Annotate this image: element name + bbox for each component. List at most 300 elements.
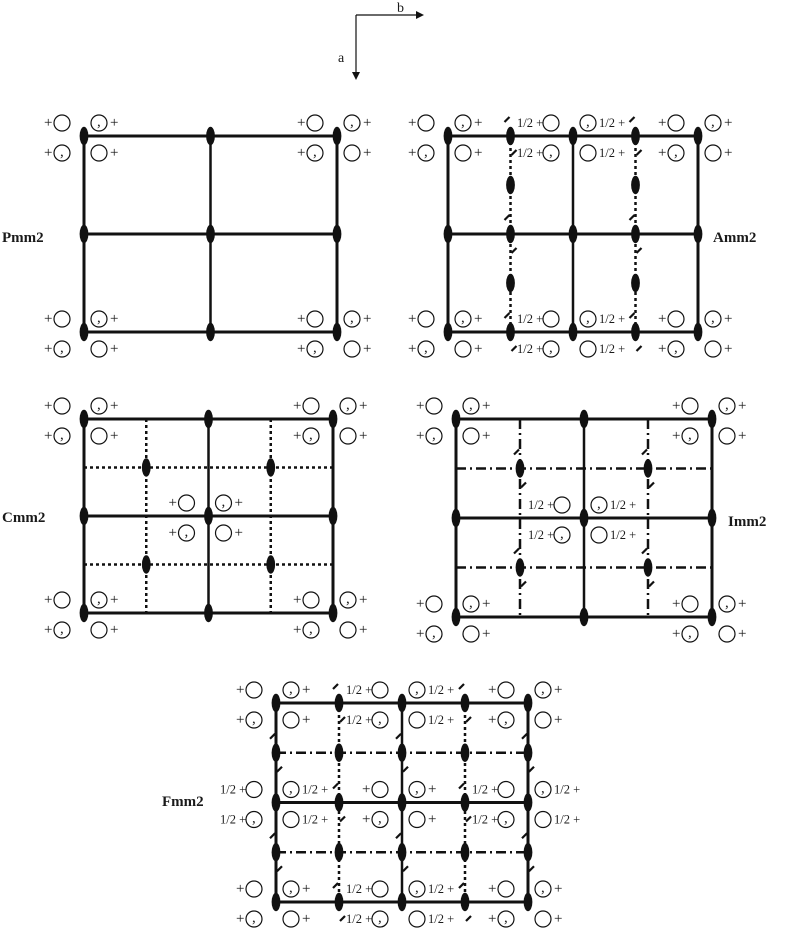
height-label: +: [297, 145, 306, 161]
circle-icon: [91, 341, 107, 357]
height-label: +: [110, 341, 119, 357]
height-label: +: [359, 398, 368, 414]
comma-mark: ,: [289, 681, 293, 697]
height-label: +: [297, 115, 306, 131]
comma-mark: ,: [252, 910, 256, 926]
height-label: +: [234, 525, 243, 541]
twofold-axis-icon: [524, 694, 533, 712]
comma-mark: ,: [560, 526, 564, 542]
height-label: +: [293, 398, 302, 414]
height-label: 1/2 +: [528, 498, 555, 512]
circle-icon: [535, 812, 551, 828]
height-label: +: [168, 525, 177, 541]
height-label: +: [44, 115, 53, 131]
circle-icon: [340, 622, 356, 638]
comma-mark: ,: [688, 427, 692, 443]
twofold-axis-icon: [524, 893, 533, 911]
panel-pmm2: [2, 114, 371, 357]
twofold-axis-icon: [335, 793, 344, 811]
panel-imm2: [416, 397, 766, 642]
twofold-axis-icon: [708, 608, 717, 626]
comma-mark: ,: [541, 681, 545, 697]
twofold-axis-icon: [444, 127, 453, 145]
circle-icon: [91, 145, 107, 161]
height-label: +: [658, 115, 667, 131]
twofold-axis-icon: [398, 893, 407, 911]
height-label: +: [488, 712, 497, 728]
twofold-axis-icon: [80, 225, 89, 243]
twofold-axis-icon: [142, 458, 151, 476]
comma-mark: ,: [549, 144, 553, 160]
circle-icon: [409, 911, 425, 927]
twofold-axis-icon: [142, 555, 151, 573]
circle-icon: [463, 428, 479, 444]
glide-flag-icon: [649, 582, 654, 587]
comma-mark: ,: [221, 494, 226, 510]
height-label: 1/2 +: [472, 812, 499, 827]
twofold-axis-icon: [272, 893, 281, 911]
height-label: 1/2 +: [428, 912, 455, 926]
comma-mark: ,: [60, 621, 64, 637]
glide-flag-icon: [466, 717, 471, 722]
comma-mark: ,: [711, 114, 715, 130]
height-label: +: [302, 682, 311, 698]
glide-flag-icon: [630, 215, 635, 220]
twofold-axis-icon: [506, 323, 515, 341]
circle-icon: [409, 712, 425, 728]
height-label: 1/2 +: [302, 782, 329, 797]
circle-icon: [418, 311, 434, 327]
circle-icon: [307, 115, 323, 131]
height-label: +: [724, 341, 733, 357]
glide-flag-icon: [396, 734, 401, 739]
comma-mark: ,: [313, 144, 317, 160]
height-label: +: [110, 622, 119, 638]
twofold-axis-icon: [461, 893, 470, 911]
height-label: +: [474, 311, 483, 327]
circle-icon: [719, 626, 735, 642]
glide-flag-icon: [637, 346, 642, 351]
twofold-axis-icon: [631, 176, 640, 194]
glide-flag-icon: [277, 767, 282, 772]
glide-flag-icon: [396, 833, 401, 838]
height-label: +: [658, 341, 667, 357]
height-label: +: [408, 311, 417, 327]
twofold-axis-icon: [333, 323, 342, 341]
height-label: +: [474, 115, 483, 131]
comma-mark: ,: [346, 591, 350, 607]
comma-mark: ,: [461, 114, 465, 130]
glide-flag-icon: [521, 582, 526, 587]
comma-mark: ,: [313, 340, 317, 356]
twofold-axis-icon: [524, 793, 533, 811]
height-label: 1/2 +: [472, 782, 499, 797]
comma-mark: ,: [415, 880, 419, 896]
circle-icon: [668, 311, 684, 327]
height-label: +: [554, 911, 563, 927]
circle-icon: [535, 911, 551, 927]
twofold-axis-icon: [398, 744, 407, 762]
height-label: +: [428, 811, 437, 828]
height-label: +: [359, 622, 368, 638]
height-label: 1/2 +: [517, 342, 544, 356]
height-label: +: [110, 428, 119, 444]
comma-mark: ,: [504, 910, 508, 926]
height-label: +: [408, 145, 417, 161]
twofold-axis-icon: [569, 127, 578, 145]
twofold-axis-icon: [444, 225, 453, 243]
height-label: +: [554, 881, 563, 897]
twofold-axis-icon: [398, 793, 407, 811]
height-label: +: [738, 596, 747, 612]
comma-mark: ,: [504, 711, 508, 727]
twofold-axis-icon: [708, 509, 717, 527]
height-label: +: [359, 592, 368, 608]
height-label: +: [482, 428, 491, 444]
comma-mark: ,: [252, 711, 256, 727]
circle-icon: [535, 712, 551, 728]
height-label: 1/2 +: [428, 683, 455, 697]
comma-mark: ,: [378, 711, 382, 727]
comma-mark: ,: [469, 595, 473, 611]
circle-icon: [580, 341, 596, 357]
comma-mark: ,: [289, 780, 293, 797]
panel-fmm2: [162, 681, 580, 927]
panel-cmm2: [2, 397, 367, 638]
twofold-axis-icon: [694, 127, 703, 145]
comma-mark: ,: [725, 397, 729, 413]
twofold-axis-icon: [516, 558, 525, 576]
twofold-axis-icon: [333, 127, 342, 145]
comma-mark: ,: [415, 681, 419, 697]
glide-flag-icon: [270, 833, 275, 838]
height-label: +: [363, 341, 372, 357]
circle-icon: [705, 145, 721, 161]
comma-mark: ,: [432, 625, 436, 641]
circle-icon: [340, 428, 356, 444]
height-label: 1/2 +: [428, 713, 455, 727]
height-label: 1/2 +: [517, 116, 544, 130]
glide-flag-icon: [270, 734, 275, 739]
glide-flag-icon: [333, 684, 338, 689]
comma-mark: ,: [378, 910, 382, 926]
twofold-axis-icon: [335, 893, 344, 911]
height-label: +: [362, 811, 371, 828]
glide-flag-icon: [529, 767, 534, 772]
twofold-axis-icon: [206, 225, 215, 243]
comma-mark: ,: [541, 880, 545, 896]
height-label: +: [672, 398, 681, 414]
circle-icon: [426, 596, 442, 612]
twofold-axis-icon: [580, 410, 589, 428]
glide-flag-icon: [522, 833, 527, 838]
height-label: +: [554, 682, 563, 698]
circle-icon: [543, 311, 559, 327]
panel-label: Fmm2: [162, 794, 204, 810]
circle-icon: [418, 115, 434, 131]
height-label: +: [554, 712, 563, 728]
twofold-axis-icon: [80, 127, 89, 145]
twofold-axis-icon: [631, 323, 640, 341]
height-label: +: [482, 398, 491, 414]
circle-icon: [372, 782, 388, 798]
circle-icon: [668, 115, 684, 131]
glide-flag-icon: [521, 483, 526, 488]
height-label: +: [297, 311, 306, 327]
glide-flag-icon: [637, 150, 642, 155]
circle-icon: [303, 592, 319, 608]
circle-icon: [54, 311, 70, 327]
height-label: +: [234, 495, 243, 511]
twofold-axis-icon: [206, 323, 215, 341]
height-label: 1/2 +: [517, 146, 544, 160]
twofold-axis-icon: [444, 323, 453, 341]
twofold-axis-icon: [631, 274, 640, 292]
twofold-axis-icon: [398, 843, 407, 861]
height-label: +: [359, 428, 368, 444]
twofold-axis-icon: [506, 225, 515, 243]
height-label: +: [236, 911, 245, 927]
comma-mark: ,: [674, 144, 678, 160]
height-label: +: [44, 341, 53, 357]
glide-flag-icon: [529, 866, 534, 871]
twofold-axis-icon: [708, 410, 717, 428]
circle-icon: [246, 682, 262, 698]
glide-flag-icon: [277, 866, 282, 871]
height-label: +: [293, 592, 302, 608]
glide-flag-icon: [630, 117, 635, 122]
twofold-axis-icon: [461, 843, 470, 861]
height-label: +: [482, 596, 491, 612]
twofold-axis-icon: [272, 694, 281, 712]
circle-icon: [344, 145, 360, 161]
height-label: 1/2 +: [346, 713, 373, 727]
twofold-axis-icon: [580, 509, 589, 527]
height-label: +: [302, 712, 311, 728]
twofold-axis-icon: [506, 127, 515, 145]
twofold-axis-icon: [204, 604, 213, 622]
glide-flag-icon: [466, 916, 471, 921]
panel-label: Imm2: [728, 514, 767, 530]
height-label: 1/2 +: [220, 782, 247, 797]
twofold-axis-icon: [272, 843, 281, 861]
twofold-axis-icon: [204, 507, 213, 525]
comma-mark: ,: [504, 810, 508, 827]
glide-flag-icon: [403, 866, 408, 871]
panel-label: Cmm2: [2, 510, 46, 526]
glide-flag-icon: [459, 784, 464, 789]
twofold-axis-icon: [452, 509, 461, 527]
comma-mark: ,: [597, 496, 601, 512]
twofold-axis-icon: [80, 410, 89, 428]
height-label: +: [724, 145, 733, 161]
twofold-axis-icon: [80, 604, 89, 622]
comma-mark: ,: [350, 310, 354, 326]
glide-flag-icon: [333, 883, 338, 888]
twofold-axis-icon: [569, 225, 578, 243]
circle-icon: [283, 911, 299, 927]
glide-flag-icon: [642, 549, 647, 554]
height-label: 1/2 +: [220, 812, 247, 827]
comma-mark: ,: [97, 114, 101, 130]
height-label: +: [44, 398, 53, 414]
axes-indicator: [338, 1, 424, 80]
height-label: +: [302, 881, 311, 897]
twofold-axis-icon: [335, 694, 344, 712]
height-label: +: [408, 115, 417, 131]
height-label: 1/2 +: [599, 116, 626, 130]
height-label: +: [363, 115, 372, 131]
twofold-axis-icon: [80, 507, 89, 525]
twofold-axis-icon: [644, 459, 653, 477]
glide-flag-icon: [340, 717, 345, 722]
circle-icon: [455, 341, 471, 357]
twofold-axis-icon: [333, 225, 342, 243]
height-label: 1/2 +: [554, 812, 581, 827]
height-label: +: [44, 311, 53, 327]
circle-icon: [455, 145, 471, 161]
height-label: 1/2 +: [302, 812, 329, 827]
height-label: +: [110, 145, 119, 161]
height-label: +: [672, 626, 681, 642]
height-label: +: [293, 622, 302, 638]
height-label: +: [236, 881, 245, 897]
circle-icon: [463, 626, 479, 642]
twofold-axis-icon: [644, 558, 653, 576]
glide-flag-icon: [505, 117, 510, 122]
twofold-axis-icon: [631, 225, 640, 243]
height-label: +: [110, 311, 119, 327]
circle-icon: [580, 145, 596, 161]
circle-icon: [682, 596, 698, 612]
height-label: 1/2 +: [428, 882, 455, 896]
height-label: +: [416, 428, 425, 444]
height-label: 1/2 +: [346, 882, 373, 896]
height-label: +: [293, 428, 302, 444]
comma-mark: ,: [541, 780, 545, 797]
twofold-axis-icon: [329, 410, 338, 428]
comma-mark: ,: [549, 340, 553, 356]
twofold-axis-icon: [272, 744, 281, 762]
circle-icon: [283, 812, 299, 828]
twofold-axis-icon: [335, 744, 344, 762]
height-label: 1/2 +: [599, 342, 626, 356]
height-label: +: [416, 626, 425, 642]
circle-icon: [216, 525, 232, 541]
glide-flag-icon: [512, 346, 517, 351]
height-label: +: [724, 311, 733, 327]
comma-mark: ,: [60, 427, 64, 443]
twofold-axis-icon: [266, 555, 275, 573]
height-label: 1/2 +: [528, 528, 555, 542]
glide-flag-icon: [630, 313, 635, 318]
axis-b-label: b: [397, 1, 404, 16]
glide-flag-icon: [512, 248, 517, 253]
panel-label: Pmm2: [2, 230, 44, 246]
height-label: +: [488, 682, 497, 698]
height-label: +: [362, 781, 371, 798]
height-label: 1/2 +: [610, 528, 637, 542]
panels: [2, 114, 766, 927]
comma-mark: ,: [415, 780, 419, 797]
height-label: +: [110, 398, 119, 414]
circle-icon: [283, 712, 299, 728]
circle-icon: [246, 782, 262, 798]
comma-mark: ,: [60, 340, 64, 356]
height-label: +: [428, 781, 437, 798]
height-label: 1/2 +: [599, 312, 626, 326]
height-label: 1/2 +: [610, 498, 637, 512]
circle-icon: [372, 881, 388, 897]
twofold-axis-icon: [580, 608, 589, 626]
circle-icon: [54, 398, 70, 414]
glide-flag-icon: [505, 215, 510, 220]
twofold-axis-icon: [461, 744, 470, 762]
height-label: +: [363, 311, 372, 327]
glide-flag-icon: [466, 817, 471, 822]
comma-mark: ,: [586, 310, 590, 326]
twofold-axis-icon: [569, 323, 578, 341]
glide-flag-icon: [649, 483, 654, 488]
comma-mark: ,: [184, 524, 189, 540]
height-label: +: [724, 115, 733, 131]
comma-mark: ,: [97, 591, 101, 607]
height-label: +: [738, 428, 747, 444]
glide-flag-icon: [514, 450, 519, 455]
twofold-axis-icon: [329, 604, 338, 622]
height-label: 1/2 +: [554, 782, 581, 797]
height-label: +: [416, 398, 425, 414]
circle-icon: [246, 881, 262, 897]
twofold-axis-icon: [524, 843, 533, 861]
circle-icon: [54, 115, 70, 131]
height-label: +: [44, 145, 53, 161]
height-label: 1/2 +: [517, 312, 544, 326]
comma-mark: ,: [674, 340, 678, 356]
twofold-axis-icon: [80, 323, 89, 341]
circle-icon: [682, 398, 698, 414]
height-label: +: [474, 341, 483, 357]
twofold-axis-icon: [452, 410, 461, 428]
twofold-axis-icon: [206, 127, 215, 145]
height-label: 1/2 +: [599, 146, 626, 160]
twofold-axis-icon: [506, 274, 515, 292]
glide-flag-icon: [642, 450, 647, 455]
twofold-axis-icon: [398, 694, 407, 712]
comma-mark: ,: [60, 144, 64, 160]
height-label: +: [738, 626, 747, 642]
height-label: +: [672, 428, 681, 444]
comma-mark: ,: [97, 310, 101, 326]
panel-label: Amm2: [713, 230, 757, 246]
comma-mark: ,: [97, 397, 101, 413]
glide-flag-icon: [340, 817, 345, 822]
comma-mark: ,: [378, 810, 382, 827]
twofold-axis-icon: [335, 843, 344, 861]
comma-mark: ,: [725, 595, 729, 611]
twofold-axis-icon: [266, 458, 275, 476]
height-label: +: [110, 592, 119, 608]
circle-icon: [498, 881, 514, 897]
height-label: 1/2 +: [346, 683, 373, 697]
circle-icon: [91, 428, 107, 444]
height-label: +: [44, 428, 53, 444]
twofold-axis-icon: [461, 694, 470, 712]
height-label: +: [302, 911, 311, 927]
circle-icon: [426, 398, 442, 414]
twofold-axis-icon: [524, 744, 533, 762]
height-label: +: [168, 495, 177, 511]
